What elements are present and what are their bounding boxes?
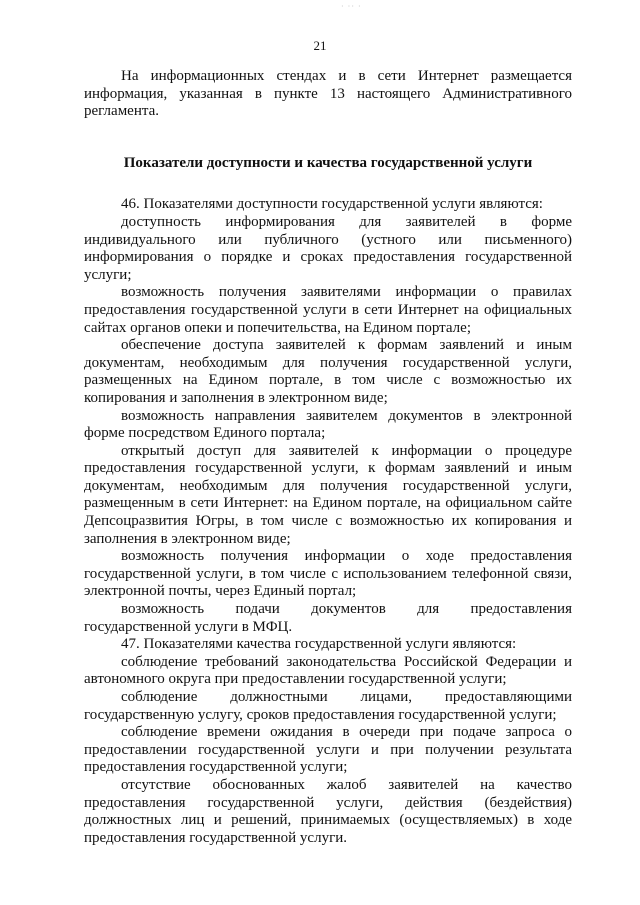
scan-mark: · ·· ·: [341, 2, 362, 11]
section-46-item: возможность получения заявителями информации о правилах предоставления государственной услуги в сети Интернет на официальных сайтах органов опеки и попечительства, на Едином портале;: [84, 284, 572, 336]
section-47-item: соблюдение требований законодательства Российской Федерации и автономного округа при предоставлении государственной услуги;: [84, 653, 572, 688]
section-46-item: возможность подачи документов для предоставления государственной услуги в МФЦ.: [84, 601, 572, 635]
page-number: 21: [313, 38, 327, 53]
section-46-title: 46. Показателями доступности государственной услуги являются:: [121, 196, 543, 213]
document-body: [84, 68, 572, 847]
section-47-item: соблюдение времени ожидания в очереди при подаче запроса о предоставлении государственной услуги и при получении результата предоставления государственной услуги;: [84, 724, 572, 776]
section-46-item: возможность получения информации о ходе предоставления государственной услуги, в том числе с использованием телефонной связи, электронной почты, через Единый портал;: [84, 548, 572, 600]
section-46-item: доступность информирования для заявителей в форме индивидуального или публичного (устного или письменного) информирования о порядке и сроках предоставления государственной услуги;: [84, 213, 572, 283]
section-47-item: отсутствие обоснованных жалоб заявителей на качество предоставления государственной услуги, действия (бездействия) должностных лиц и решений, принимаемых (осуществляемых) в ходе предоставления государственной услуги.: [84, 776, 572, 846]
section-heading: Показатели доступности и качества государственной услуги: [123, 154, 533, 171]
intro-paragraph: На информационных стендах и в сети Интернет размещается информация, указанная в пункте 13 настоящего Административного регламента.: [84, 68, 572, 120]
section-46-item: открытый доступ для заявителей к информации о процедуре предоставления государственной услуги, к формам заявлений и иным документам, необходимым для получения государственной услуги, размещенным в сети Интернет: на Едином портале, на официальном сайте Депсоцразвития Югры, в том числе с возможностью их копирования и заполнения в электронном виде;: [84, 442, 572, 547]
section-47-title: 47. Показателями качества государственной услуги являются:: [121, 636, 517, 653]
section-46-item: обеспечение доступа заявителей к формам заявлений и иным документам, необходимым для получения государственной услуги, размещенных на Едином портале, в том числе с возможностью их копирования и заполнения в электронном виде;: [84, 337, 572, 406]
section-47-item: соблюдение должностными лицами, предоставляющими государственную услугу, сроков предоставления государственной услуги;: [84, 689, 572, 723]
section-46-item: возможность направления заявителем документов в электронной форме посредством Единого портала;: [84, 407, 572, 442]
